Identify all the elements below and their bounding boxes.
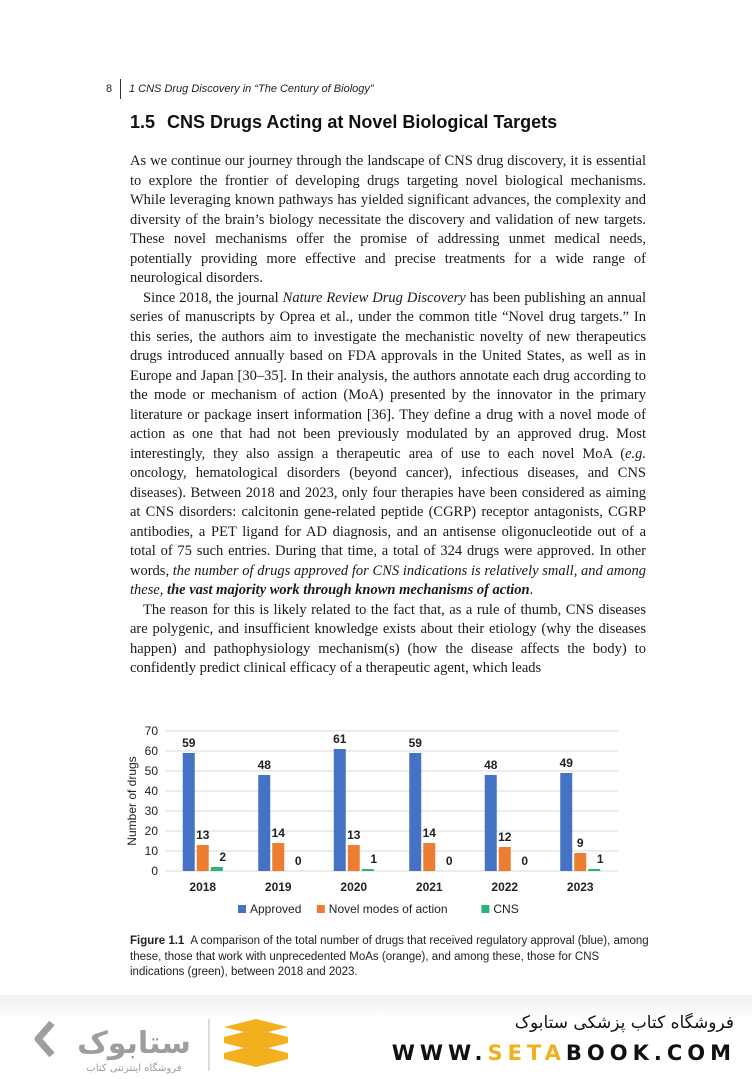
bar-novel-modes-of-action	[499, 847, 511, 871]
url-highlight: SETA	[487, 1041, 566, 1065]
data-label: 9	[576, 836, 584, 850]
data-label: 61	[333, 732, 347, 746]
figure-caption	[130, 934, 650, 981]
section-title-text: CNS Drugs Acting at Novel Biological Targets	[167, 112, 558, 132]
paragraph-3: The reason for this is likely related to the fact that, as a rule of thumb, CNS diseases are polygenic, and insufficient knowledge exists about their etiology (why the diseases happen) and pathophysiology mechanism(s) (how the disease affects the body) to confidently predict clinical efficacy of a therapeutic agent, which leads	[130, 601, 646, 676]
y-tick-label: 50	[144, 764, 158, 778]
bar-chart	[120, 720, 630, 925]
legend-label: CNS	[493, 902, 519, 916]
body-text	[130, 152, 646, 679]
bar-novel-modes-of-action	[348, 845, 360, 871]
p2-text-e: oncology, hematological disorders (beyond cancer), infectious diseases, and CNS diseases). Between 2018 and 2023, only four therapies have been considered as aiming at CNS disorders: calcitonin gene-related peptide (CGRP) receptor antagonists, CGRP antibodies, a PET ligand for AD diagnosis, and an antisense oligonucleotide out of a total of 75 such entries. During that time, a total of 324 drugs were approved. In other words,	[130, 465, 646, 579]
store-name: فروشگاه کتاب پزشکی ستابوک	[514, 1013, 734, 1033]
bar-approved	[485, 775, 497, 871]
data-label: 59	[408, 736, 422, 750]
bar-novel-modes-of-action	[574, 853, 586, 871]
bar-approved	[409, 753, 421, 871]
logo-subtitle: فروشگاه اینترنتی کتاب	[86, 1063, 182, 1074]
url-suffix: BOOK.COM	[565, 1041, 736, 1065]
p2-period: .	[529, 582, 534, 598]
p2-text-c: has been publishing an annual series of manuscripts by Oprea et al., under the common title “Novel drug targets.” In this series, the authors aim to investigate the mechanistic novelty of new therapeutics drugs introduced annually based on FDA approvals in the United States, as well as in Europe and Japan [30–35]. In their analysis, the authors annotate each drug according to the mode or mechanism of action (MoA) presented by the innovator in the primary literature or package insert information [36]. They define a drug with a novel mode of action as one that had not been previously modulated by an approved drug. Most interestingly, they also assign a therapeutic area of use to each novel MoA (	[130, 289, 647, 462]
y-tick-label: 30	[144, 804, 158, 818]
data-label: 59	[182, 736, 196, 750]
data-label: 13	[347, 828, 361, 842]
logo-book-icon	[224, 1019, 288, 1067]
p2-italic-claim: the number of drugs approved for CNS indications is relatively small, and among these,	[130, 562, 646, 598]
data-label: 13	[196, 828, 210, 842]
bar-approved	[560, 773, 572, 871]
bar-cns	[211, 867, 223, 871]
bar-novel-modes-of-action	[272, 843, 284, 871]
bar-cns	[362, 869, 374, 871]
paragraph-2	[130, 289, 646, 601]
x-tick-label: 2023	[566, 880, 594, 894]
legend-swatch	[238, 905, 246, 913]
publisher-footer	[0, 995, 752, 1079]
bar-approved	[183, 753, 195, 871]
y-axis-label: Number of drugs	[125, 756, 139, 846]
y-tick-label: 20	[144, 824, 158, 838]
y-tick-label: 60	[144, 744, 158, 758]
data-label: 1	[596, 852, 604, 866]
data-label: 48	[484, 758, 498, 772]
url-prefix: WWW.	[391, 1041, 488, 1065]
chapter-title: 1 CNS Drug Discovery in “The Century of Biology”	[129, 83, 374, 95]
legend-swatch	[317, 905, 325, 913]
section-heading	[130, 112, 557, 133]
data-label: 14	[271, 826, 285, 840]
data-label: 2	[219, 850, 227, 864]
x-tick-label: 2022	[491, 880, 519, 894]
bar-approved	[334, 749, 346, 871]
section-number: 1.5	[130, 112, 156, 132]
y-tick-label: 10	[144, 844, 158, 858]
x-tick-label: 2019	[264, 880, 292, 894]
data-label: 12	[498, 830, 512, 844]
x-tick-label: 2020	[340, 880, 368, 894]
bar-novel-modes-of-action	[197, 845, 209, 871]
journal-name: Nature Review Drug Discovery	[282, 289, 466, 306]
running-head	[106, 79, 374, 99]
x-tick-label: 2018	[189, 880, 217, 894]
bar-novel-modes-of-action	[423, 843, 435, 871]
bar-cns	[588, 869, 600, 871]
data-label: 0	[521, 854, 529, 868]
data-label: 0	[445, 854, 453, 868]
data-label: 1	[370, 852, 378, 866]
store-url[interactable]	[392, 1041, 736, 1065]
legend-swatch	[481, 905, 489, 913]
data-label: 14	[422, 826, 436, 840]
eg-abbrev: e.g.	[625, 445, 646, 462]
x-tick-label: 2021	[415, 880, 443, 894]
figure-label: Figure 1.1	[130, 935, 185, 947]
paragraph-1: As we continue our journey through the landscape of CNS drug discovery, it is essential to explore the frontier of developing drugs targeting novel biological mechanisms. While leveraging known pathways has yielded significant advances, the complexity and diversity of the brain’s biology necessitate the discovery and validation of new targets. These novel mechanisms offer the promise of addressing unmet medical needs, potentially providing more effective and precise treatments for a wide range of neurological disorders.	[130, 153, 646, 286]
setabook-logo	[34, 1015, 294, 1075]
p2-text-a: Since 2018, the journal	[143, 289, 283, 306]
y-tick-label: 70	[144, 724, 158, 738]
y-tick-label: 40	[144, 784, 158, 798]
legend-label: Approved	[250, 902, 302, 916]
figure-chart	[120, 720, 630, 930]
bar-approved	[258, 775, 270, 871]
logo-wordmark: ستابوک	[77, 1026, 191, 1061]
logo-chevron	[38, 1023, 52, 1055]
header-divider	[120, 79, 121, 99]
legend-label: Novel modes of action	[328, 902, 448, 916]
caption-text: A comparison of the total number of drugs that received regulatory approval (blue), among these, those that work with unprecedented MoAs (orange), and among these, those for CNS indications (green), between 2018 and 2023.	[130, 935, 649, 978]
data-label: 48	[257, 758, 271, 772]
data-label: 49	[559, 756, 573, 770]
data-label: 0	[294, 854, 302, 868]
page-number: 8	[106, 83, 113, 95]
y-tick-label: 0	[151, 864, 158, 878]
p2-bold-claim: the vast majority work through known mechanisms of action	[163, 582, 530, 598]
